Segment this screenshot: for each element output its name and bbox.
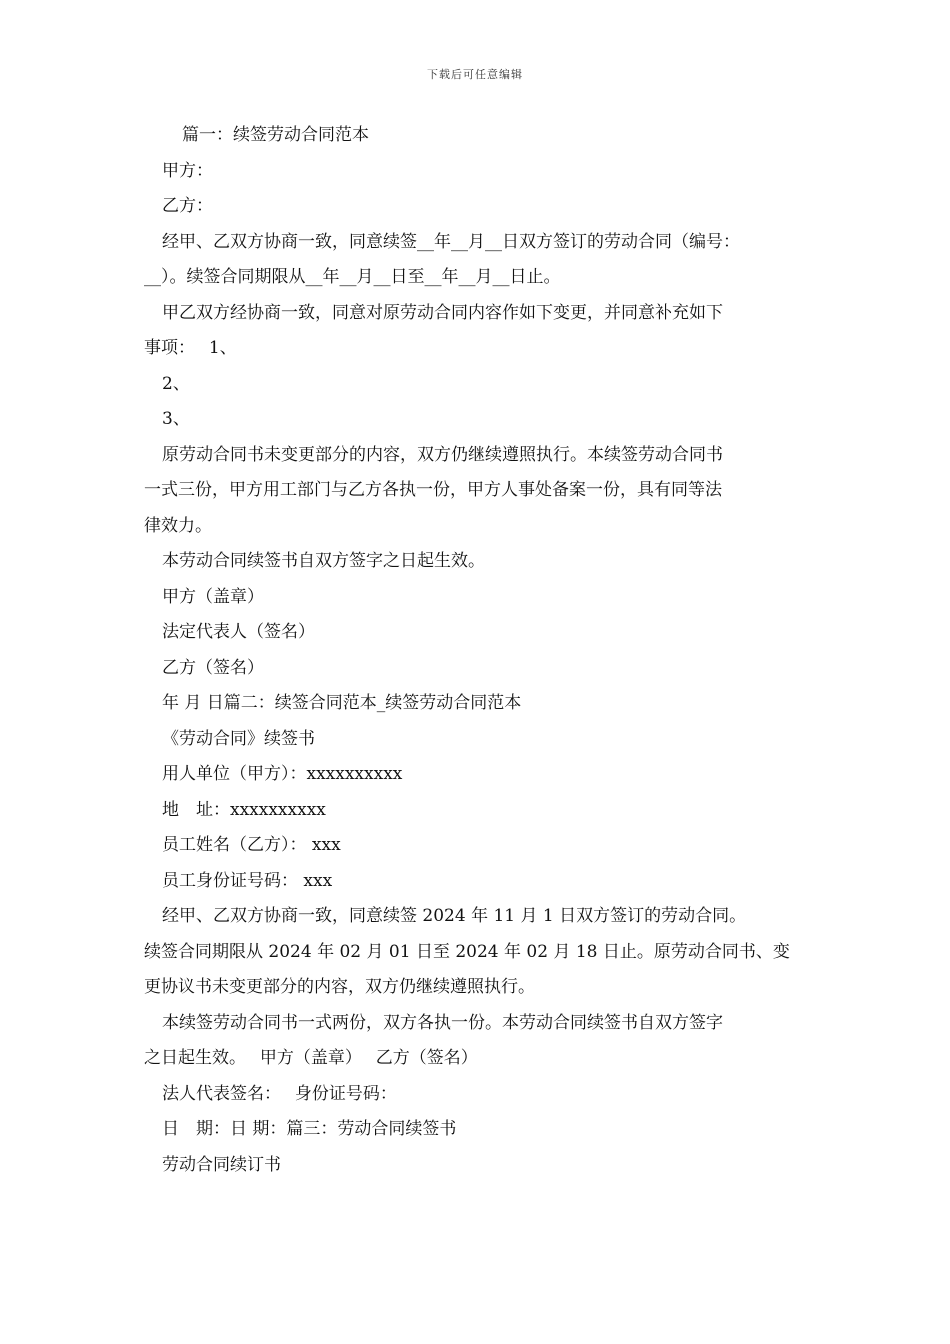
text-line: 乙方： [162,196,213,216]
text-line: 原劳动合同书未变更部分的内容，双方仍继续遵照执行。本续签劳动合同书 [162,444,723,465]
text-line: 事项： 1、 [144,338,237,358]
text-line: __）。续签合同期限从__年__月__日至__年__月__日止。 [144,267,561,287]
text-line: 《劳动合同》续签书 [162,728,315,749]
text-line: 日 期：日 期：篇三：劳动合同续签书 [162,1119,457,1139]
text-line: 一式三份，甲方用工部门与乙方各执一份，甲方人事处备案一份，具有同等法 [144,480,722,500]
document-body [144,118,810,1183]
text-line: 用人单位（甲方）：xxxxxxxxxx [162,764,403,784]
text-line: 2、 [162,373,190,394]
text-line: 经甲、乙双方协商一致，同意续签 2024 年 11 月 1 日双方签订的劳动合同。 [162,906,747,926]
text-line: 篇一：续签劳动合同范本 [182,125,369,145]
text-line: 年 月 日篇二：续签合同范本_续签劳动合同范本 [162,693,522,713]
text-line: 劳动合同续订书 [162,1154,281,1175]
text-line: 甲方： [162,160,213,181]
text-line: 地 址：xxxxxxxxxx [162,799,326,820]
text-line: 律效力。 [144,515,212,536]
header-note: 下载后可任意编辑 [427,68,523,81]
text-line: 乙方（签名） [162,657,264,678]
text-line: 法定代表人（签名） [162,622,315,642]
text-line: 更协议书未变更部分的内容，双方仍继续遵照执行。 [144,977,535,997]
text-line: 甲乙双方经协商一致，同意对原劳动合同内容作如下变更，并同意补充如下 [162,302,723,323]
text-line: 之日起生效。 甲方（盖章） 乙方（签名） [144,1048,478,1068]
text-line: 员工姓名（乙方）： xxx [162,835,341,855]
text-line: 法人代表签名： 身份证号码： [162,1083,397,1104]
text-line: 本续签劳动合同书一式两份，双方各执一份。本劳动合同续签书自双方签字 [162,1012,723,1033]
text-line: 3、 [162,409,190,429]
text-line: 续签合同期限从 2024 年 02 月 01 日至 2024 年 02 月 18 日止。原劳动合同书、变 [144,941,790,962]
text-line: 经甲、乙双方协商一致，同意续签__年__月__日双方签订的劳动合同（编号： [162,231,740,252]
text-line: 本劳动合同续签书自双方签字之日起生效。 [162,551,485,571]
text-line: 甲方（盖章） [162,586,264,607]
text-line: 员工身份证号码： xxx [162,870,333,891]
